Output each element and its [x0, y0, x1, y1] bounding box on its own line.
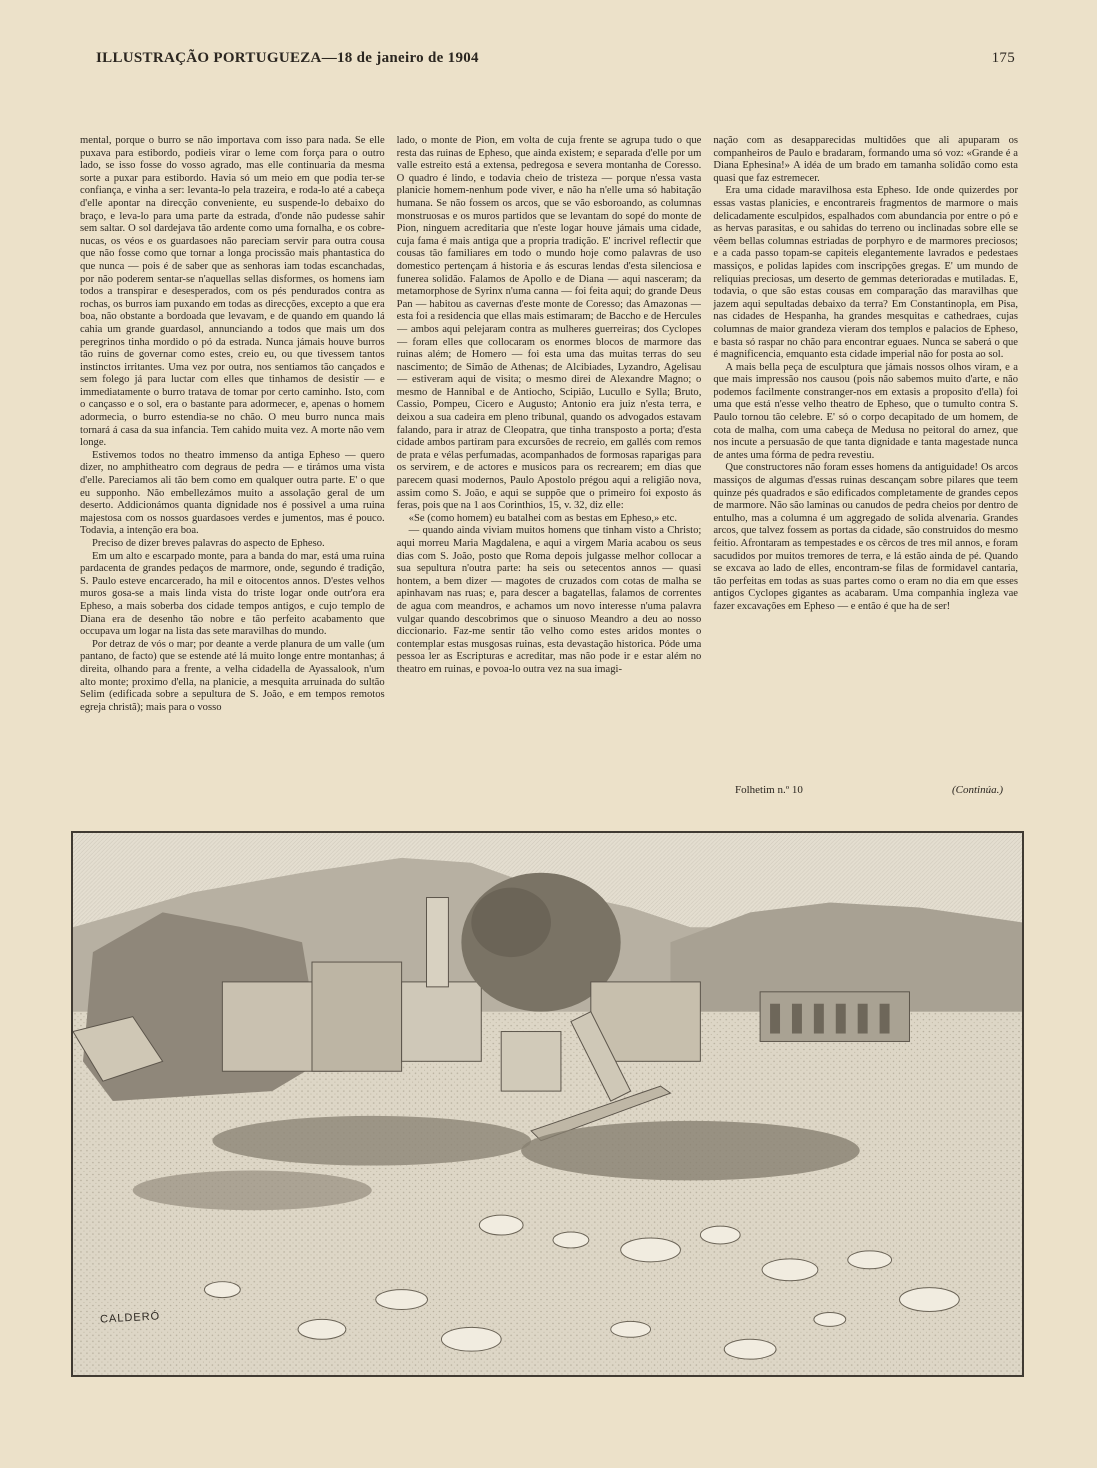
paragraph: Estivemos todos no theatro immenso da antiga Epheso — quero dizer, no amphitheatro com degraus de pedra — e tirámos uma vista d'elle. Pareciamos ali tão bem como em qualquer outra parte. E' o que eu supponho. Não embellezámos muito a assolação geral de um deserto. Addicionámos quanta dignidade nos é possivel a uma ruina majestosa com os nossos guardasoes verdes e jumentos, mas é pouco. Todavia, a intenção era boa.: [80, 449, 385, 537]
paragraph: Que constructores não foram esses homens da antiguidade! Os arcos massiços de algumas d'essas ruinas descançam sobre pilares que teem quinze pés quadrados e são edificados completamente de grandes cepos de marmore. Não são laminas ou canudos de pedra cheios por dentro de entulho, mas a columna é um aggregado de solida alvenaria. Grandes arcos, que talvez fossem as portas da cidade, são construidos do mesmo feitio. Afrontaram as tempestades e os cêrcos de tres mil annos, e foram sacudidos por muitos tremores de terra, e lá estão ainda de pé. Quando se excava ao lado de elles, encontram-se filas de formidavel cantaria, tão perfeitas em todas as suas partes como o eram no dia em que esses antigos Cyclopes gigantes as acabaram. Uma companhia ingleza vae fazer excavações em Epheso — e então é que ha de ser!: [713, 462, 1018, 612]
paragraph: nação com as desapparecidas multidões que ali apuparam os companheiros de Paulo e bradaram, formando uma só voz: «Grande é a Diana Ephesina!» A idéa de um brado em tamanha solidão como esta quasi que faz estremecer.: [713, 135, 1018, 184]
paragraph: Por detraz de vós o mar; por deante a verde planura de um valle (um pantano, de facto) que se estende até lá muito longe entre montanhas; á direita, olhando para a frente, a velha cidadella de Ayassalook, n'um alto monte; proximo d'ella, na planicie, a mesquita arruinada do sultão Selim (edificada sobre a sepultura de S. João, e em tempos remotos egreja christã); mais para o vosso: [80, 638, 385, 713]
paragraph: «Se (como homem) eu batalhei com as bestas em Epheso,» etc.: [408, 512, 677, 524]
page-number: 175: [991, 50, 1015, 66]
paragraph: lado, o monte de Pion, em volta de cuja frente se agrupa tudo o que resta das ruinas de Epheso, que ainda existem; e separada d'elle por um valle estreito está a extensa, pedregosa e severa montanha de Coresso. O quadro é lindo, e todavia cheio de tristeza — porque n'essa vasta planicie homem-nenhum pode viver, e não ha n'elle uma só habitação humana. Se não fossem os arcos, que se vão esboroando, as columnas monstruosas e os muros partidos que se levantam do sopé do monte de Pion, ninguem acreditaria que n'este logar houve jámais uma cidade, cuja fama é mais antiga que a propria tradição. E' incrivel reflectir que cousas tão familiares em todo o mundo hoje como palavras de uso domestico pertençam á historia e ás escuras lendas d'esta silenciosa e funerea solidão. Falamos de Apollo e de Diana — aqui nasceram; da metamorphose de Syrinx n'uma canna — foi feita aqui; do grande Deus Pan — habitou as cavernas d'este monte de Coresso; das Amazonas — esta foi a residencia que ellas mais estimaram; de Baccho e de Hercules — ambos aqui pelejaram contra as mulheres guerreiras; dos Cyclopes — foram elles que collocaram os enormes blocos de marmore das ruinas além; de Homero — foi esta uma das muitas terras do seu nascimento; de Simão de Athenas; de Alcibiades, Lyzandro, Agelisau — estiveram aqui de visita; o mesmo direi de Alexandre Magno; o mesmo de Hannibal e de Antiocho, Scipião, Lucullo e Sylla; Bruto, Cassio, Pompeu, Cicero e Augusto; Antonio era juiz n'esta terra, e deixou a sua cadeira em pleno tribunal, quando os advogados estavam falando, para ir atraz de Cleopatra, que tinha transposto a porta; d'esta cidade ambos partiram para excursões de recreio, em gallés com remos de prata e vélas perfumadas, acompanhados de formosas raparigas para os servirem, e de actores e musicos para os recrearem; em dias que parecem quasi modernos, Paulo Apostolo prégou aqui a religião nova, assim como S. João, e aqui se suppõe que o primeiro foi exposto ás feras, pois que na 1 aos Corinthios, 15, v. 32, diz elle:: [396, 135, 702, 512]
paragraph: mental, porque o burro se não importava com isso para nada. Se elle puxava para estibordo, podieis virar o leme com força para o outro lado, se isso fosse do vosso agrado, mas elle continuaria da mesma sorte a puxar para estibordo. Havia só um meio em que podia ter-se confiança, e vinha a ser: levanta-lo pela trazeira, e roda-lo até a cabeça d'elle apontar na direcção conveniente, eu suspende-lo debaixo do braço, e leva-lo para uma parte da estrada, d'onde não pudesse sahir sem saltar. O sol dardejava tão ardente como uma fornalha, e os cobre-nucas, os véos e os guardasoes não pareciam servir para outra cousa que não fosse como que tornar a longa procissão mais phantastica do que nunca — pois é de saber que as senhoras iam todas escanchadas, por não poderem sentar-se n'aquellas sellas disformes, os homens iam todos a transpirar e desesperados, com os pés pendurados contra as rochas, os burros iam puxando em todas as direcções, excepto a que era boa, não obstante a bordoada que levavam, e de quando em quando lá cahia um grande guardasol, annunciando a todos que mais um dos peregrinos tinha mordido o pó da estrada. Nunca jámais houve burros tão ruins de governar como estes, creio eu, ou que tivessem tantos instinctos irritantes. Uma vez por outra, nos sentiamos tão cançados e sem folego já para luctar com elles que tinhamos de desistir — e immediatamente o burro tratava de tomar por certo caminho. Isto, com o cançasso e o sol, era o bastante para adormecer, e, apenas o homem adormecia, o burro estendia-se no chão. O meu burro nunca mais tornará á casa da sua infancia. Tem cahido muita vez. A morte não vem longe.: [80, 135, 385, 449]
column-1: [80, 135, 385, 825]
paragraph: — quando ainda viviam muitos homens que tinham visto a Christo; aqui morreu Maria Magdalena, e aqui a virgem Maria acabou os seus dias com S. João, posto que Roma depois julgasse melhor collocar a sua sepultura n'outra parte: ha seis ou setecentos annos — quasi hontem, a bem dizer — magotes de cruzados com cotas de malha se apinhavam nas ruas; e, para descer a bagatellas, falamos de correntes de agua com meandros, e achamos um novo interesse n'uma palavra vulgar quando descobrimos que o sinuoso Meandro a deu ao nosso diccionario. Faz-me sentir tão velho como estes aridos montes o contemplar estas musgosas ruinas, esta devastação historica. Póde uma pessoa ler as Escripturas e acreditar, mas não pode ir e estar além no theatro em ruinas, e povoa-lo outra vez na sua imagi-: [396, 525, 702, 675]
column-2: [397, 135, 702, 825]
folhetim-number: Folhetim n.º 10: [735, 784, 803, 796]
paragraph: Preciso de dizer breves palavras do aspecto de Epheso.: [92, 538, 325, 549]
page-header: [96, 50, 1015, 74]
paragraph: A mais bella peça de esculptura que jámais nossos olhos viram, e a que mais impressão nos causou (pois não sabemos muito d'arte, e não podemos facilmente constranger-nos em extasis a proposito d'ella) foi uma que está n'esse velho theatro de Epheso, que o tumulto contra S. Paulo tornou tão celebre. E' só o corpo decapitado de um homem, de cota de malha, com uma cabeça de Medusa no peitoral do arnez, que nos incute a persuasão de que tanta dignidade e tanta magestade nunca de antes uma fórma de pedra revestiu.: [713, 361, 1018, 461]
engraver-signature: CALDERÓ: [99, 1310, 161, 1326]
continua-label: (Continúa.): [951, 784, 1003, 796]
ruins-illustration: [73, 833, 1022, 1375]
publication-title: ILLUSTRAÇÃO PORTUGUEZA—18 de janeiro de 1904: [96, 50, 479, 66]
folhetim-footer: [735, 784, 1003, 796]
paragraph: Em um alto e escarpado monte, para a banda do mar, está uma ruina pardacenta de grandes pedaços de marmore, onde, segundo é tradição, S. Paulo esteve encarcerado, ha mil e oitocentos annos. D'estes velhos muros gosa-se a mais linda vista do triste logar onde outr'ora era Epheso, a mais soberba dos cidade tempos antigos, e cujo templo de Diana era de desenho tão nobre e tão perfeito acabamento que occupava um logar na lista das sete maravilhas do mundo.: [80, 550, 385, 638]
column-3: [713, 135, 1018, 825]
article-columns: [80, 135, 1018, 825]
paragraph: Era uma cidade maravilhosa esta Epheso. Ide onde quizerdes por essas vastas planicies, e encontrareis fragmentos de marmore o mais delicadamente esculpidos, espalhados com abundancia por entre o pó e as hervas parasitas, e ou sahidas do terreno ou inclinadas sobre elle se vêem bellas columnas estriadas de porphyro e de marmores preciosos; e a cada passo topam-se capiteis elegantemente lavrados e pedestaes massiços, e polidas lapides com inscripções gregas. E' um mundo de reliquias preciosas, um deserto de gemmas deterioradas e mutiladas. E, todavia, o que são estas cousas em comparação das maravilhas que jazem aqui sepultadas debaixo da terra? Em Constantinopla, em Pisa, nas cidades de Hespanha, ha grandes mesquitas e cathedraes, cujas columnas de maior grandeza vieram dos templos e palacios de Epheso, e basta só raspar no chão para encontrar eguaes. Nunca se saberá o que é magnificencia, emquanto esta cidade imperial não for posta ao sol.: [713, 185, 1018, 361]
ruins-engraving: [71, 831, 1024, 1377]
